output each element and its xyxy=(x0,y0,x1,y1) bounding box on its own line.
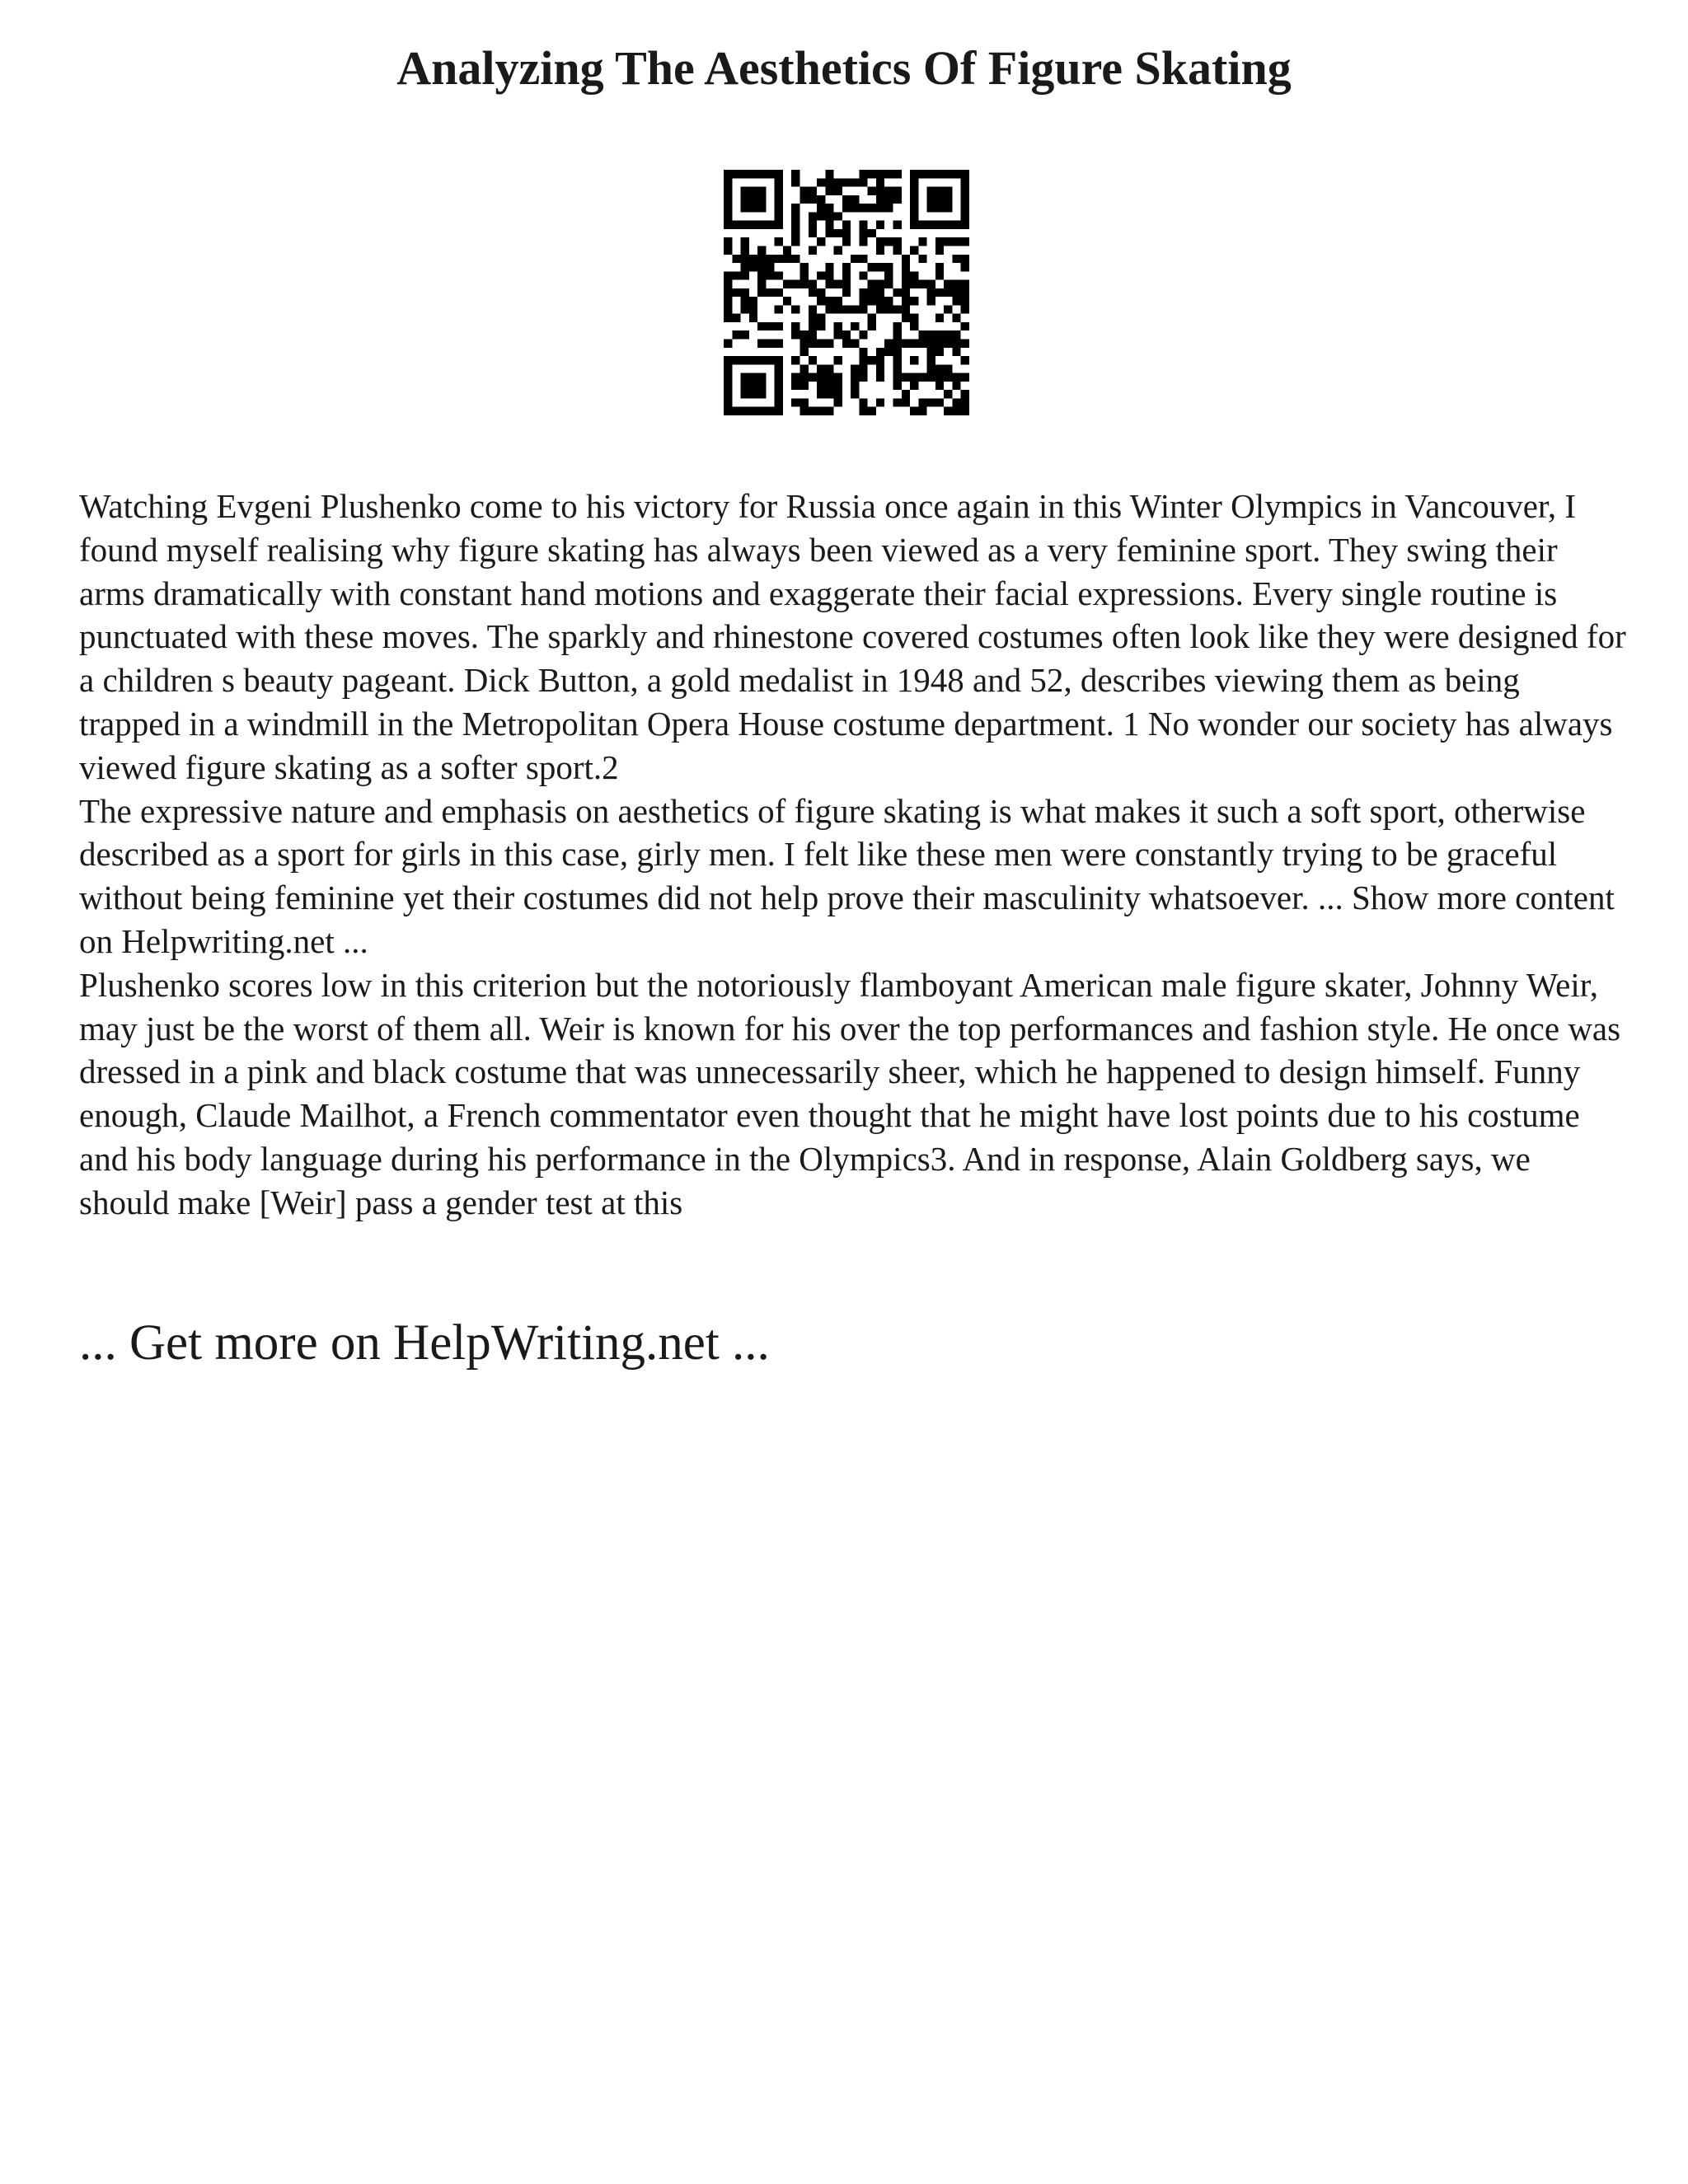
paragraph: The expressive nature and emphasis on aesthetics of figure skating is what makes it such a soft sport, otherwise described as a sport for girls in this case, girly men. I felt like these men were constantly trying to be graceful without being feminine yet their costumes did not help prove their masculinity whatsoever. ... Show more content on Helpwriting.net ... xyxy=(79,791,1615,960)
paragraph: Watching Evgeni Plushenko come to his victory for Russia once again in this Winter Olympics in Vancouver, I found myself realising why figure skating has always been viewed as a very feminine sport. They swing their arms dramatically with constant hand motions and exaggerate their facial expressions. Every single routine is punctuated with these moves. The sparkly and rhinestone covered costumes often look like they were designed for a children s beauty pageant. Dick Button, a gold medalist in 1948 and 52, describes viewing them as being trapped in a windmill in the Metropolitan Opera House costume department. 1 No wonder our society has always viewed figure skating as a softer sport.2 xyxy=(79,487,1626,786)
get-more-link[interactable]: ... Get more on HelpWriting.net ... xyxy=(79,1315,770,1371)
qr-code-icon xyxy=(724,170,969,415)
document-title: Analyzing The Aesthetics Of Figure Skating xyxy=(396,41,1292,95)
article-body xyxy=(79,485,1629,1225)
paragraph: Plushenko scores low in this criterion but the notoriously flamboyant American male figure skater, Johnny Weir, may just be the worst of them all. Weir is known for his over the top performances and fashion style. He once was dressed in a pink and black costume that was unnecessarily sheer, which he happened to design himself. Funny enough, Claude Mailhot, a French commentator even thought that he might have lost points due to his costume and his body language during his performance in the Olympics3. And in response, Alain Goldberg says, we should make [Weir] pass a gender test at this xyxy=(79,965,1621,1221)
